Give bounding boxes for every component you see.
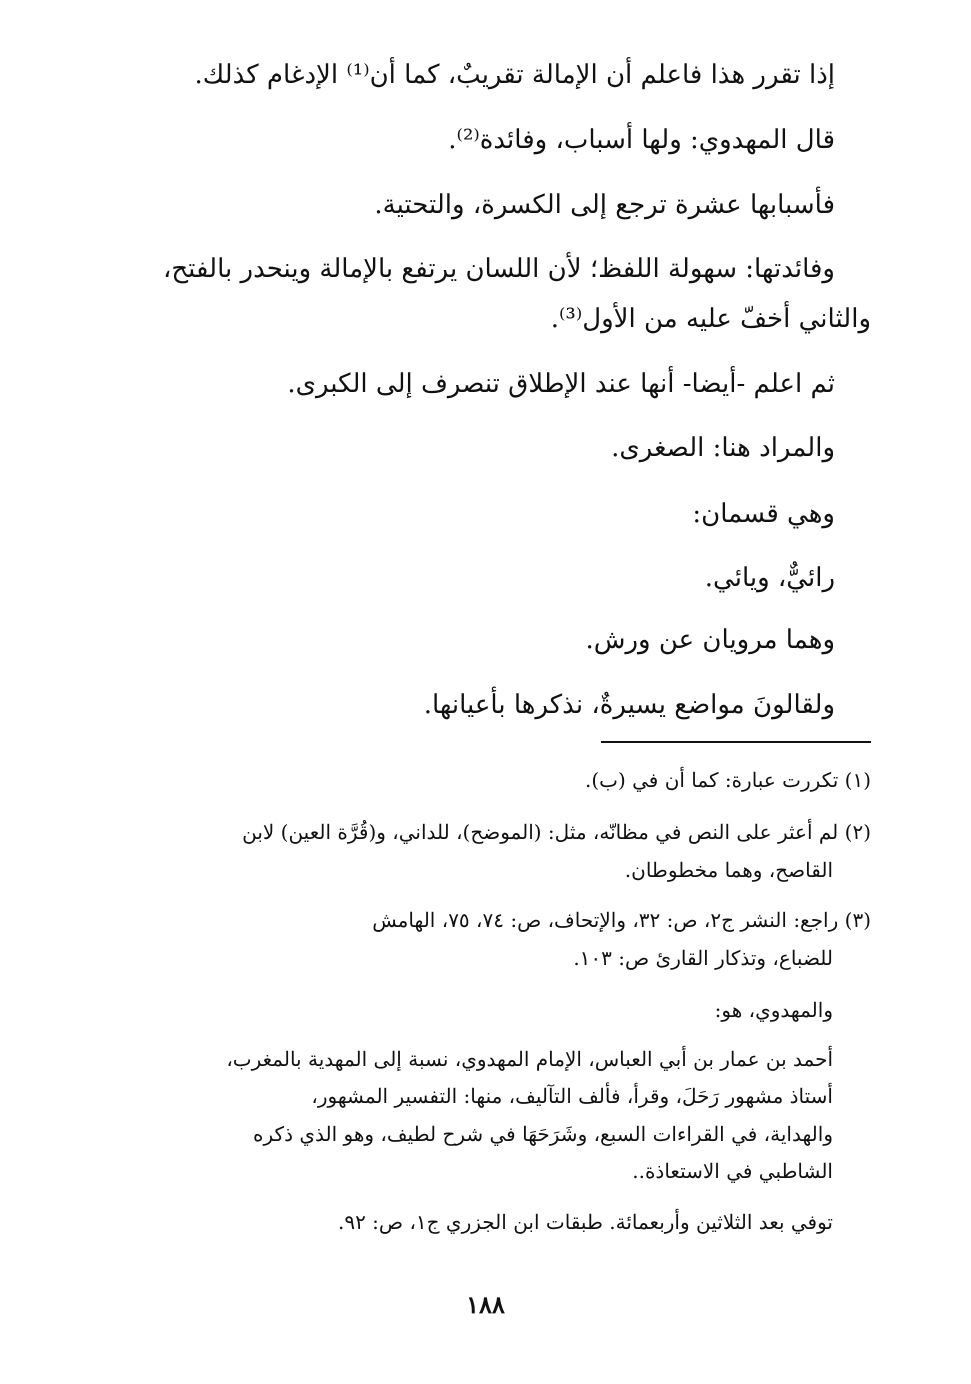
main-text-line: ولقالونَ مواضع يسيرةٌ، نذكرها بأعيانها. [423, 690, 835, 720]
footnote-line: (١) تكررت عبارة: كما أن في (ب). [584, 768, 871, 792]
footnote-line: توفي بعد الثلاثين وأربعمائة. طبقات ابن الجزري ج١، ص: ٩٢. [337, 1210, 833, 1234]
main-text-line: وهما مرويان عن ورش. [585, 625, 835, 655]
footnote-line: أستاذ مشهور رَحَلَ، وقرأ، فألف التآليف، منها: التفسير المشهور، [311, 1084, 833, 1108]
main-text-line: رائيٌّ، ويائي. [704, 563, 835, 593]
footnote-line: والهداية، في القراءات السبع، وشَرَحَهَا في شرح لطيف، وهو الذي ذكره [253, 1122, 833, 1146]
main-text-line: ثم اعلم -أيضا- أنها عند الإطلاق تنصرف إلى الكبرى. [287, 369, 835, 399]
main-text-line: والمراد هنا: الصغرى. [611, 433, 835, 463]
footnote-line: (٢) لم أعثر على النص في مظانّه، مثل: (الموضح)، للداني، و(قُرَّة العين) لابن [242, 820, 871, 844]
footnote-line: (٣) راجع: النشر ج٢، ص: ٣٢، والإتحاف، ص: ٧٤، ٧٥، الهامش [372, 908, 871, 932]
footnote-line: أحمد بن عمار بن أبي العباس، الإمام المهدوي، نسبة إلى المهدية بالمغرب، [226, 1047, 833, 1071]
footnote-line: الشاطبي في الاستعاذة.. [632, 1159, 833, 1183]
main-text-line: والثاني أخفّ عليه من الأول⁽³⁾. [550, 304, 871, 334]
footnote-line: القاصح، وهما مخطوطان. [624, 858, 833, 882]
main-text-line: وفائدتها: سهولة اللفظ؛ لأن اللسان يرتفع بالإمالة وينحدر بالفتح، [163, 254, 835, 284]
footnote-line: والمهدوي، هو: [714, 998, 833, 1022]
page-number: ١٨٨ [466, 1290, 505, 1319]
main-text-line: إذا تقرر هذا فاعلم أن الإمالة تقريبٌ، كما أن⁽¹⁾ الإدغام كذلك. [194, 60, 835, 90]
footnote-divider [601, 741, 871, 743]
footnote-line: للضباع، وتذكار القارئ ص: ١٠٣. [573, 946, 833, 970]
main-text-line: قال المهدوي: ولها أسباب، وفائدة⁽²⁾. [448, 125, 835, 155]
main-text-line: وهي قسمان: [692, 499, 835, 529]
main-text-line: فأسبابها عشرة ترجع إلى الكسرة، والتحتية. [374, 190, 835, 220]
